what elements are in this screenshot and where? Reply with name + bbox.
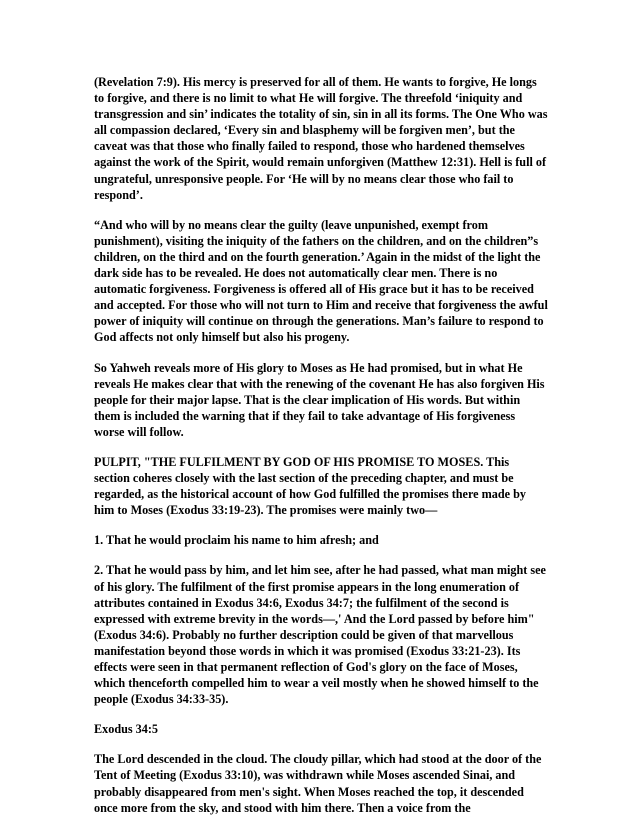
paragraph-yahweh-reveals: So Yahweh reveals more of His glory to Moses as He had promised, but in what He reveals He makes clear that with the renewing of the covenant He has also forgiven His people for their major lapse. That is the clear implication of His words. But within them is included the warning that if they fail to take advantage of His forgiveness worse will follow.	[94, 360, 545, 439]
paragraph-revelation-mercy: (Revelation 7:9). His mercy is preserved for all of them. He wants to forgive, He longs to forgive, and there is no limit to what He will forgive. The threefold ‘iniquity and transgression and sin’ indicates the totality of sin, sin in all its forms. The One Who was all compassion declared, ‘Every sin and blasphemy will be forgiven men’, but the caveat was that those who finally failed to respond, those who hardened themselves against the work of the Spirit, would remain unforgiven (Matthew 12:31). Hell is full of ungrateful, unresponsive people. For ‘He will by no means clear those who fail to respond’.	[94, 75, 548, 202]
paragraph-lord-descended: The Lord descended in the cloud. The cloudy pillar, which had stood at the door of the Tent of Meeting (Exodus 33:10), was withdrawn while Moses ascended Sinai, and probably disappeared from men's sight. When Moses reached the top, it descended once more from the sky, and stood with him there. Then a voice from the	[94, 752, 542, 815]
paragraph-promise-two: 2. That he would pass by him, and let him see, after he had passed, what man might see of his glory. The fulfilment of the first promise appears in the long enumeration of attributes contained in Exodus 34:6, Exodus 34:7; the fulfilment of the second is expressed with extreme brevity in the words—,' And the Lord passed by before him" (Exodus 34:6). Probably no further description could be given of that marvellous manifestation beyond those words in which it was promised (Exodus 33:21-23). Its effects were seen in that permanent reflection of God's glory on the face of Moses, which thenceforth compelled him to wear a veil mostly when he showed himself to the people (Exodus 34:33-35).	[94, 563, 546, 707]
paragraph-promise-one: 1. That he would proclaim his name to him afresh; and	[94, 533, 379, 548]
paragraph-pulpit-fulfilment: PULPIT, "THE FULFILMENT BY GOD OF HIS PROMISE TO MOSES. This section coheres closely with the last section of the preceding chapter, and must be regarded, as the historical account of how God fulfilled the promises there made by him to Moses (Exodus 33:19-23). The promises were mainly two—	[94, 454, 526, 518]
paragraph-clear-the-guilty: “And who will by no means clear the guilty (leave unpunished, exempt from punishment), visiting the iniquity of the fathers on the children, and on the children”s children, on the third and on the fourth generation.’ Again in the midst of the light the dark side has to be revealed. He does not automatically clear men. There is no automatic forgiveness. Forgiveness is offered all of His grace but it has to be received and accepted. For those who will not turn to Him and receive that forgiveness the awful power of iniquity will continue on through the generations. Man’s failure to respond to God affects not only himself but also his progeny.	[94, 217, 548, 345]
verse-heading: Exodus 34:5	[94, 722, 159, 737]
